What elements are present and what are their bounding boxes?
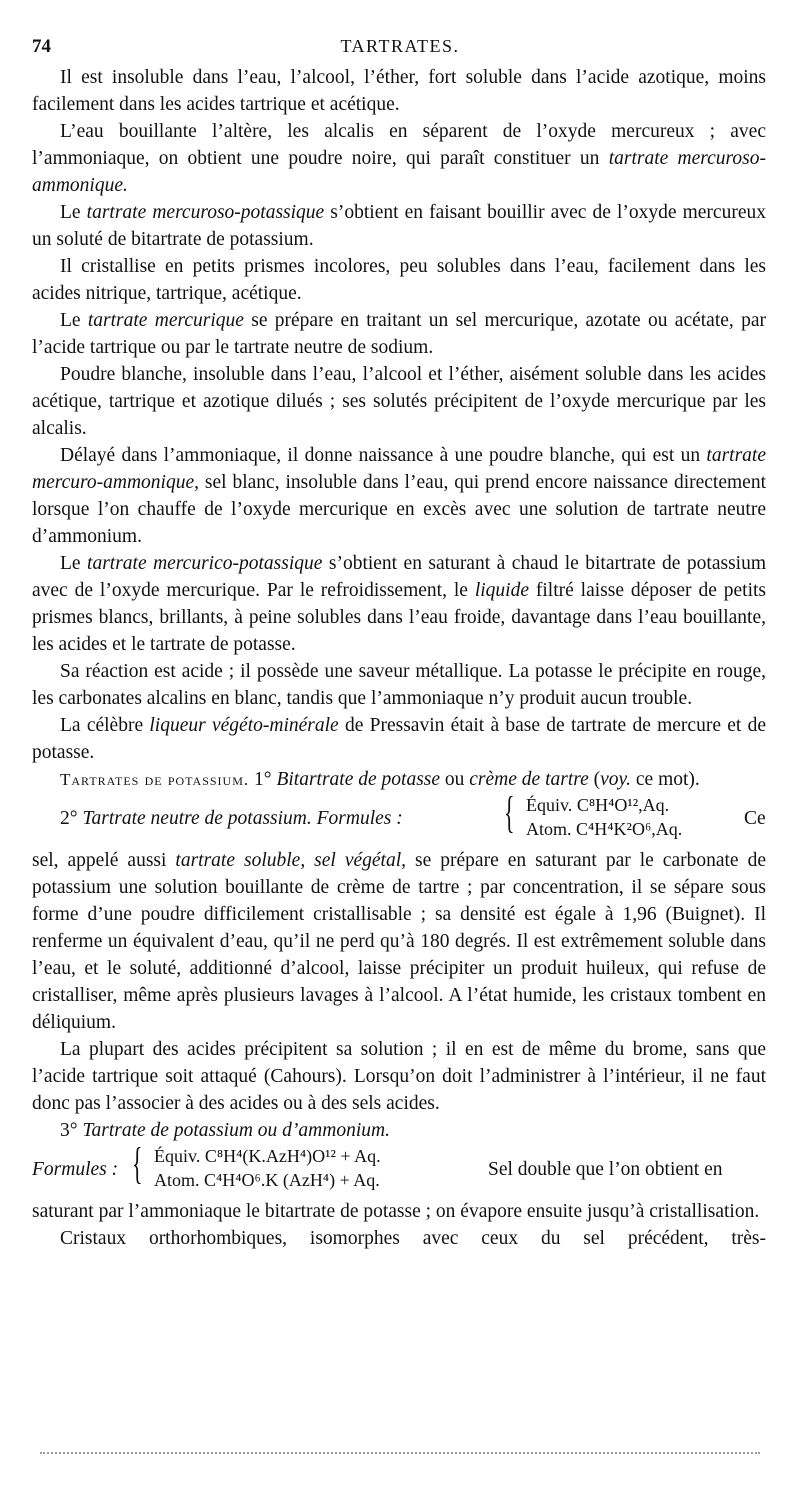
- text-run: sel blanc, insoluble dans l’eau, qui prend encore naissance directement lorsque l’on chauffe de l’oxyde mercurique en excès avec une solution de tartrate neutre d’ammonium.: [32, 472, 766, 547]
- text-run: ou: [440, 769, 470, 790]
- italic-term: liquide: [474, 580, 529, 601]
- paragraph: [32, 766, 766, 793]
- text-run: L’eau bouillante l’altère, les alcalis en séparent de l’oxyde mercureux ; avec l’ammoniaque, on obtient une poudre noire, qui paraît constituer un: [32, 121, 766, 169]
- paragraph: [32, 847, 766, 1036]
- text-run: 3°: [60, 1120, 83, 1141]
- text-run: saturant par l’ammoniaque le bitartrate de potasse ; on évapore ensuite jusqu’à cristallisation.: [32, 1201, 760, 1222]
- paragraph: [32, 64, 766, 118]
- paragraph: [32, 712, 766, 766]
- text-run: ce mot).: [631, 769, 700, 790]
- text-run: Le: [60, 553, 88, 574]
- italic-term: voy.: [600, 769, 632, 790]
- paragraph: [32, 307, 766, 361]
- formula-atomic: Atom. C⁴H⁴O⁶.K (AzH⁴) + Aq.: [154, 1170, 380, 1190]
- paragraph: [32, 442, 766, 550]
- formula-label: [60, 805, 403, 832]
- paragraph: [32, 550, 766, 658]
- paragraph: [32, 361, 766, 442]
- paragraph: [32, 1225, 766, 1252]
- paragraph: [32, 118, 766, 199]
- italic-term: tartrate mercuroso-ammonique.: [32, 148, 766, 196]
- text-run: de Pressavin était à base de tartrate de mercure et de potasse.: [32, 715, 766, 763]
- italic-term: Tartrate de potassium ou d’ammonium.: [82, 1120, 390, 1141]
- paragraph: [32, 1198, 766, 1225]
- text-run: Il cristallise en petits prismes incolores, peu solubles dans l’eau, facilement dans les acides nitrique, tartrique, acétique.: [32, 256, 766, 304]
- text-run: 2°: [60, 808, 83, 829]
- italic-term: tartrate mercuroso-potassique: [86, 202, 325, 223]
- paragraph: [32, 1036, 766, 1117]
- running-title: TARTRATES.: [340, 36, 460, 56]
- brace-icon: {: [504, 788, 515, 837]
- text-run: se prépare en saturant par le carbonate de potassium une solution bouillante de crème de tartre ; par concentration, il se sépare sous forme d’une poudre difficilement cristallisable ; sa densité est égale à 1,96 (Buignet). Il renferme un équivalent d’eau, qu’il ne perd qu’à 180 degrés. Il est extrêmement soluble dans l’eau, et le soluté, additionné d’alcool, laisse précipiter un produit huileux, qui refuse de cristalliser, même après plusieurs lavages à l’alcool. A l’état humide, les cristaux tombent en déliquium.: [32, 850, 766, 1033]
- formula-stack: [526, 793, 682, 841]
- brace-icon: {: [132, 1139, 143, 1188]
- text-run: Cristaux orthorhombiques, isomorphes avec ceux du sel précédent, très-: [60, 1228, 766, 1249]
- text-run: sel, appelé aussi: [32, 850, 176, 871]
- formula-label: Formules :: [32, 1159, 119, 1180]
- text-run: Il est insoluble dans l’eau, l’alcool, l’éther, fort soluble dans l’acide azotique, moins facilement dans les acides tartrique et acétique.: [32, 67, 766, 115]
- paragraph: [32, 658, 766, 712]
- text-run: Délayé dans l’ammoniaque, il donne naissance à une poudre blanche, qui est un: [60, 445, 707, 466]
- text-run: Ce: [744, 808, 766, 829]
- italic-term: tartrate mercurique: [87, 310, 244, 331]
- text-run: Sa réaction est acide ; il possède une saveur métallique. La potasse le précipite en rouge, les carbonates alcalins en blanc, tandis que l’ammoniaque n’y produit aucun trouble.: [32, 661, 766, 709]
- formula-block: [32, 1139, 766, 1198]
- formula-stack: [154, 1144, 381, 1192]
- text-body: [32, 64, 766, 1252]
- italic-term: tartrate mercuro-ammonique,: [32, 445, 766, 493]
- text-run: Le: [60, 202, 87, 223]
- text-run: se prépare en traitant un sel mercurique, azotate ou acétate, par l’acide tartrique ou par le tartrate neutre de sodium.: [32, 310, 766, 358]
- text-run: Poudre blanche, insoluble dans l’eau, l’alcool et l’éther, aisément soluble dans les acides acétique, tartrique et azotique dilués ; ses solutés précipitent de l’oxyde mercurique par les alcalis.: [32, 364, 766, 439]
- text-run: s’obtient en saturant à chaud le bitartrate de potassium avec de l’oxyde mercurique. Par le refroidissement, le: [32, 553, 766, 601]
- text-run: 1°: [249, 769, 277, 790]
- italic-term: tartrate mercurico-potassique: [87, 553, 323, 574]
- text-run: filtré laisse déposer de petits prismes blancs, brillants, à peine solubles dans l’eau froide, davantage dans l’eau bouillante, les acides et le tartrate de potasse.: [32, 580, 766, 655]
- text-run: s’obtient en faisant bouillir avec de l’oxyde mercureux un soluté de bitartrate de potassium.: [32, 202, 766, 250]
- footer-rule: [40, 1452, 760, 1454]
- formula-equivalent: Équiv. C⁸H⁴(K.AzH⁴)O¹² + Aq.: [154, 1146, 381, 1166]
- italic-term: liqueur végéto-minérale: [149, 715, 339, 736]
- paragraph: [32, 253, 766, 307]
- formula-equivalent: Équiv. C⁸H⁴O¹²,Aq.: [526, 795, 670, 815]
- text-run: La célèbre: [60, 715, 150, 736]
- section-heading: Tartrates de potassium.: [60, 770, 250, 789]
- page-number: 74: [32, 36, 51, 57]
- italic-term: Tartrate neutre de potassium. Formules :: [82, 808, 403, 829]
- text-run: La plupart des acides précipitent sa solution ; il en est de même du brome, sans que l’acide tartrique soit attaqué (Cahours). Lorsqu’on doit l’administrer à l’intérieur, il ne faut donc pas l’associer à des acides ou à des sels acides.: [32, 1039, 766, 1114]
- text-run: (: [588, 769, 601, 790]
- formula-atomic: Atom. C⁴H⁴K²O⁶,Aq.: [526, 819, 683, 839]
- italic-term: crème de tartre: [469, 769, 589, 790]
- formula-block: [32, 788, 766, 847]
- italic-term: Bitartrate de potasse: [276, 769, 441, 790]
- paragraph: [32, 199, 766, 253]
- text-run: Le: [60, 310, 88, 331]
- italic-term: tartrate soluble, sel végétal,: [175, 850, 407, 871]
- text-run: Sel double que l’on obtient en: [488, 1159, 723, 1180]
